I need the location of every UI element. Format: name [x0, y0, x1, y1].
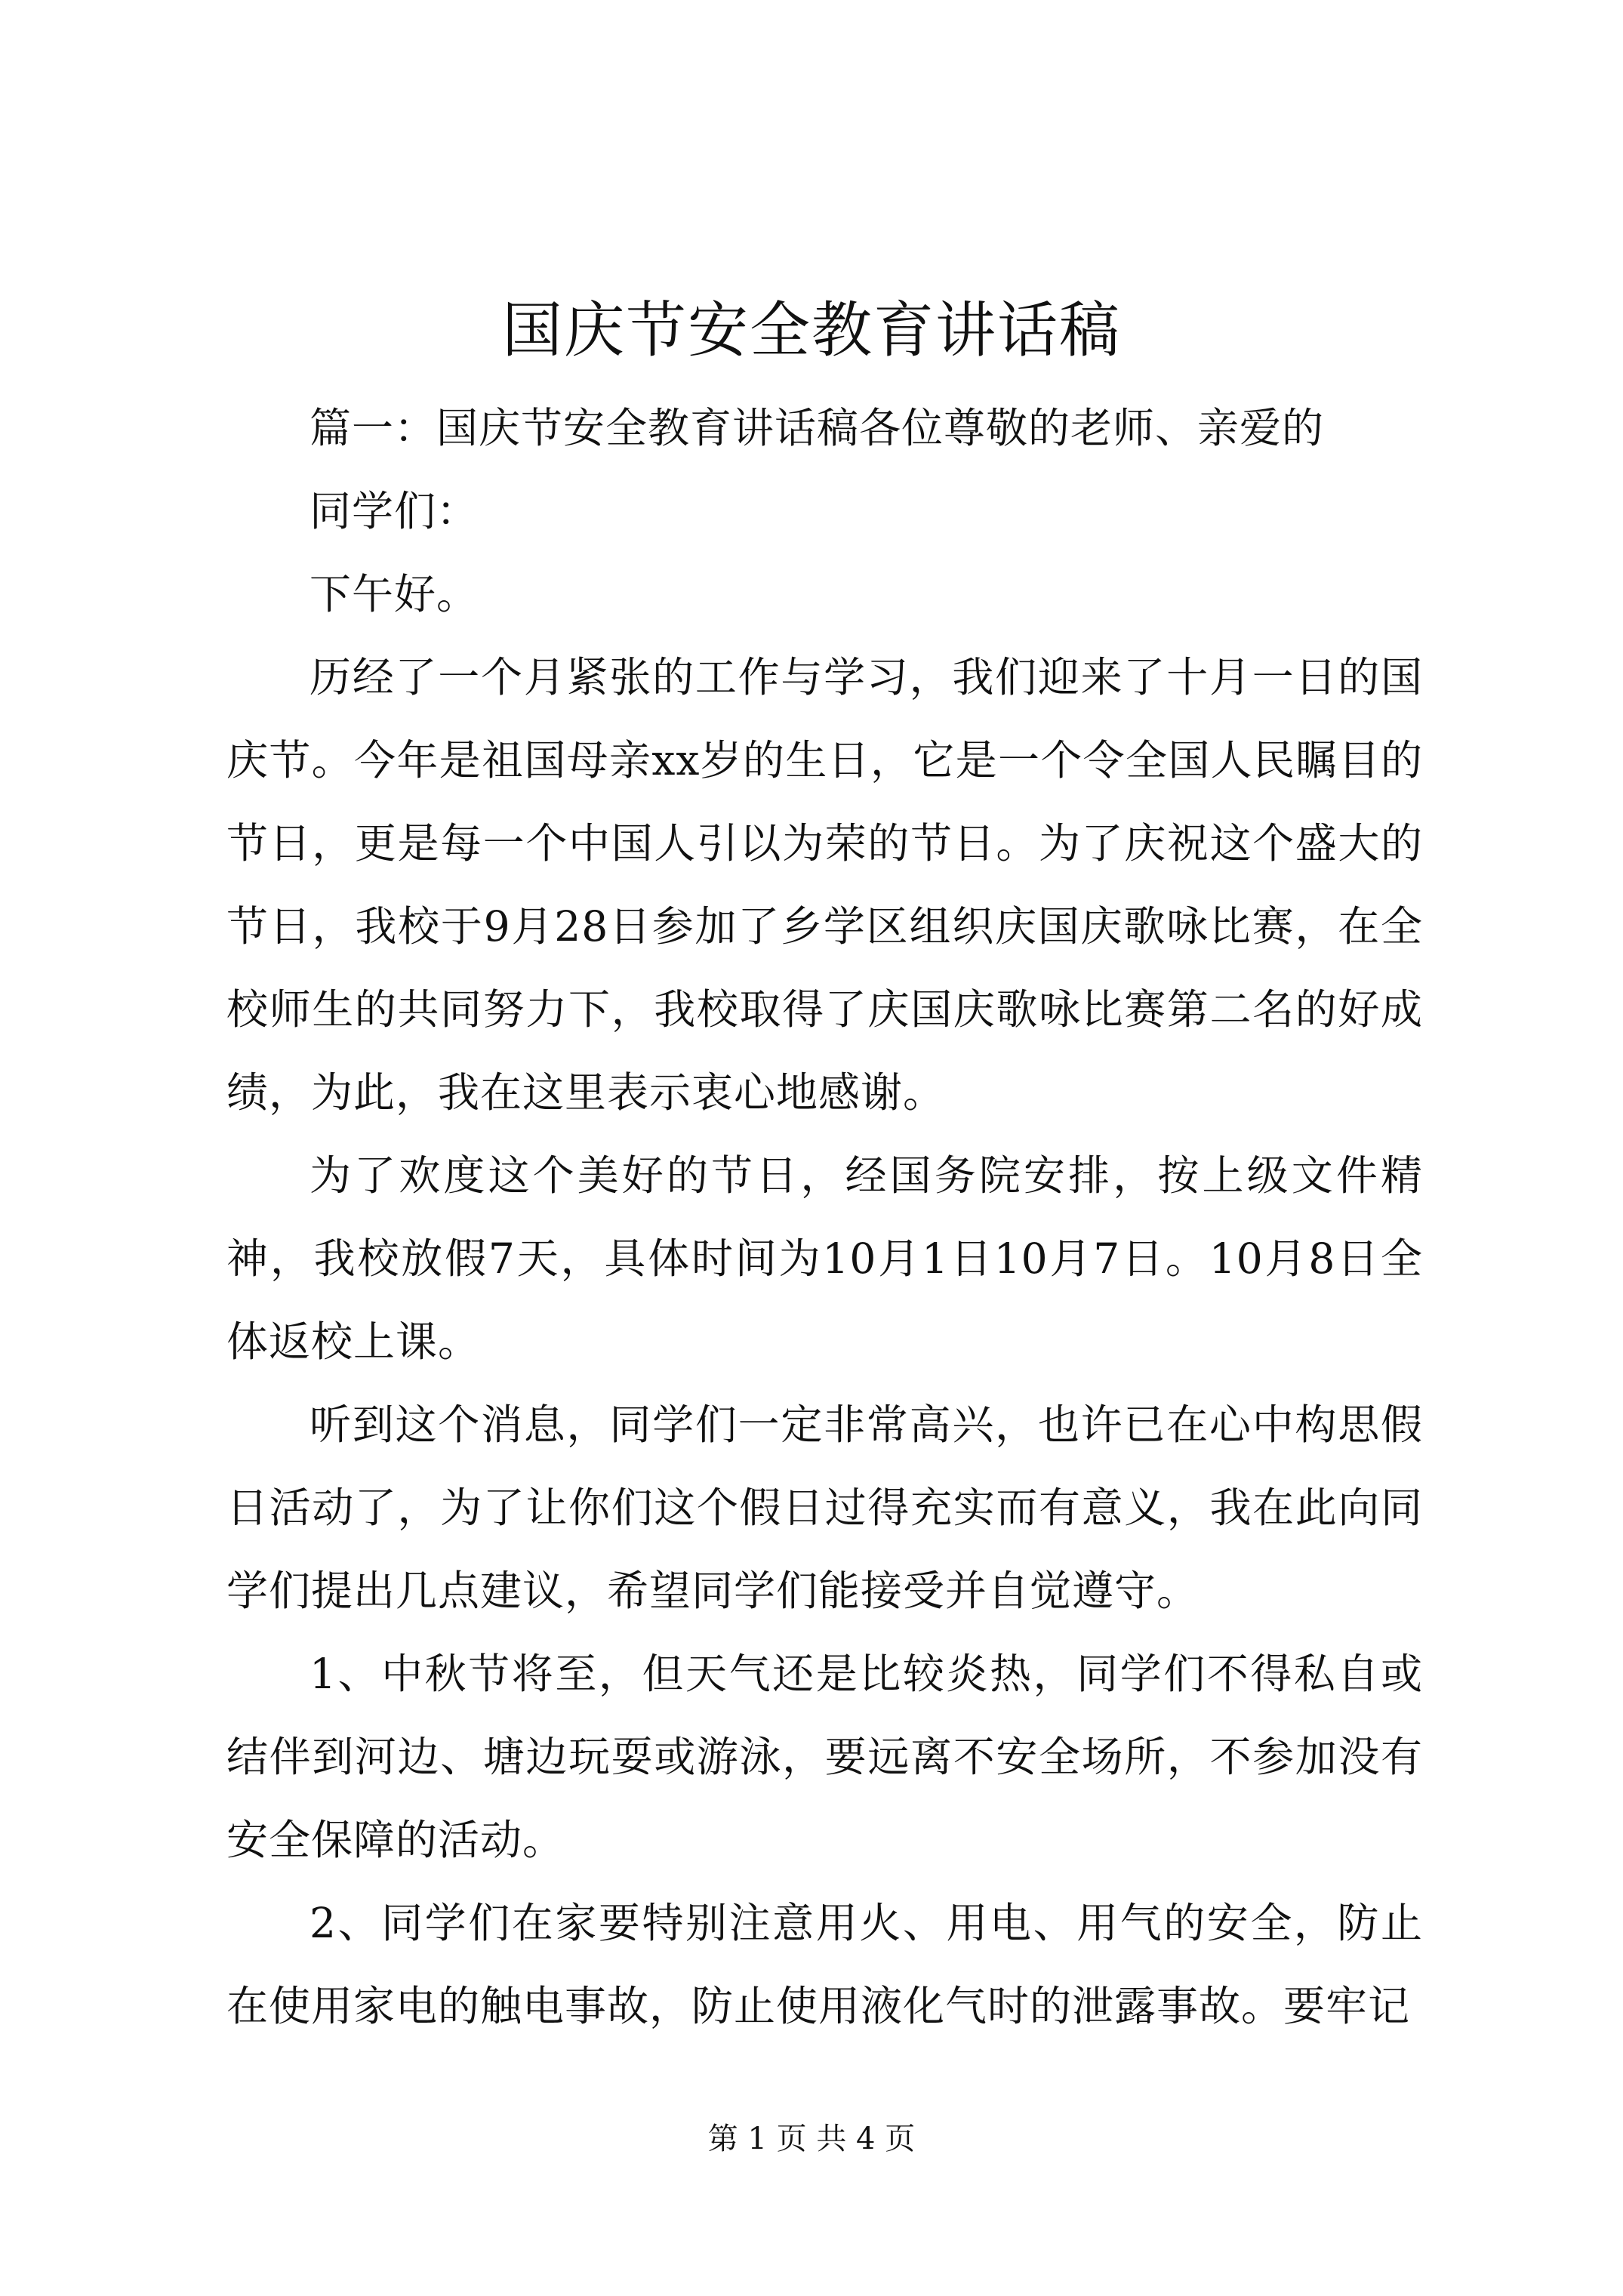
document-title: 国庆节安全教育讲话稿 — [502, 295, 1121, 365]
paragraph-salutation: 同学们： — [310, 487, 479, 535]
paragraph-rule-1: 1、中秋节将至，但天气还是比较炎热，同学们不得私自或结伴到河边、塘边玩耍或游泳，要远离不安全场所，不参加没有安全保障的活动。 — [226, 1650, 1423, 1864]
paragraph-greeting: 下午好。 — [310, 570, 479, 618]
paragraph-holiday-schedule: 为了欢度这个美好的节日，经国务院安排，按上级文件精神，我校放假7天，具体时间为10月1日10月7日。10月8日全体返校上课。 — [226, 1151, 1423, 1366]
paragraph-suggestions: 听到这个消息，同学们一定非常高兴，也许已在心中构思假日活动了，为了让你们这个假日过得充实而有意义，我在此向同学们提出几点建议，希望同学们能接受并自觉遵守。 — [226, 1401, 1423, 1615]
document-body — [226, 387, 1423, 2048]
page-footer: 第 1 页 共 4 页 — [707, 2122, 916, 2156]
paragraph-national-day: 历经了一个月紧张的工作与学习，我们迎来了十月一日的国庆节。今年是祖国母亲xx岁的生日，它是一个令全国人民瞩目的节日，更是每一个中国人引以为荣的节日。为了庆祝这个盛大的节日，我校于9月28日参加了乡学区组织庆国庆歌咏比赛，在全校师生的共同努力下，我校取得了庆国庆歌咏比赛第二名的好成绩，为此，我在这里表示衷心地感谢。 — [226, 653, 1423, 1117]
paragraph-rule-2: 2、同学们在家要特别注意用火、用电、用气的安全，防止在使用家电的触电事故，防止使用液化气时的泄露事故。要牢记 — [226, 1899, 1423, 2030]
paragraph-intro: 篇一：国庆节安全教育讲话稿各位尊敬的老师、亲爱的 — [310, 404, 1325, 452]
